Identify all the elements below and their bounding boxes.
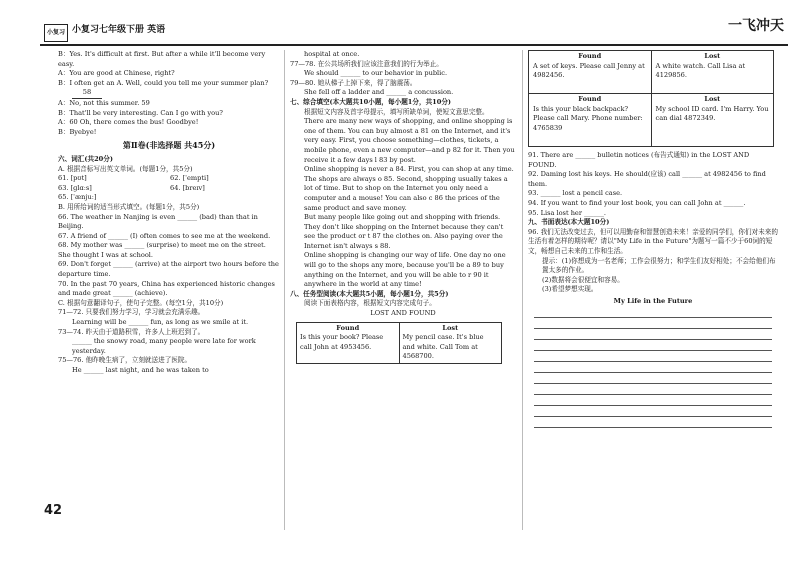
question-91: 91. There are ______ bulletin notices (布告式通知) in the LOST AND FOUND.	[528, 151, 750, 169]
hint: (2)数据将会很便宜和容易。	[542, 275, 624, 284]
cell-text: Is this your book? Please call John at 4953456.	[300, 333, 384, 351]
question-69: 69. Don't forget ______ (arrive) at the airport two hours before the departure time.	[58, 260, 279, 279]
section-heading: 六、词汇(共20分)	[58, 154, 113, 163]
translation-sentence: She fell off a ladder and ______ a concussion.	[304, 88, 454, 97]
dialog-line: A：No, not this summer. 59	[58, 98, 150, 107]
question-93: 93. ______ lost a pencil case.	[528, 189, 623, 198]
column-middle	[290, 50, 516, 364]
translation-sentence: ______ the snowy road, many people were late for work yesterday.	[72, 337, 256, 355]
page-number: 42	[44, 503, 63, 518]
instruction: 根据短文内容及首字母提示，填写所缺单词，使短文意思完整。	[304, 107, 489, 116]
translation-prompt: 71—72. 只要我们努力学习，学习就会充满乐趣。	[58, 308, 205, 317]
question-66: 66. The weather in Nanjing is even ______ (bad) than that in Beijing.	[58, 212, 258, 231]
translation-sentence: hospital at once.	[304, 50, 360, 58]
translation-sentence: He ______ last night, and he was taken to	[72, 366, 209, 374]
cell-heading: Found	[578, 52, 602, 60]
hint: 提示：(1)你想成为一名老师；工作会很努力；和学生们友好相处；不会给他们布置太多的作业。	[542, 256, 776, 275]
dialog-line: B：Yes. It's difficult at first. But after a while it'll become very easy.	[58, 50, 266, 68]
translation-sentence: Learning will be ______ fun, as long as we smile at it.	[72, 318, 249, 327]
question-65: 65. [ˈænjuː]	[58, 193, 97, 202]
dialog-line: B：I often get an A. Well, could you tell me your summer plan?	[58, 78, 269, 87]
question-92: 92. Daming lost his keys. He should(应该) call ______ at 4982456 to find them.	[528, 170, 766, 188]
brand-logo: 一飞冲天	[728, 18, 784, 34]
writing-lines[interactable]	[528, 307, 778, 428]
dialog-line: B：Byebye!	[58, 127, 97, 136]
book-title: 小复习七年级下册 英语	[72, 25, 166, 35]
question-67: 67. A friend of ______ (I) often comes to see me at the weekend.	[58, 231, 271, 240]
question-63: 63. [ɡlɑːs]	[58, 183, 92, 192]
translation-prompt: 79—80. 她从梯子上掉下来，得了脑震荡。	[290, 78, 417, 87]
hint: (3)希望梦想实现。	[542, 285, 598, 294]
translation-prompt: 73—74. 昨天由于道路积雪，许多人上班迟到了。	[58, 327, 205, 336]
column-divider	[284, 50, 285, 530]
passage-paragraph: Online shopping is never a 84. First, you can shop at any time. The shops are always o 85. Second, shopping usually takes a lot of time. But to shop on the Internet you only need a computer and a mouse! You can also c 86 the prices of the same product and save money.	[304, 165, 514, 212]
question-70: 70. In the past 70 years, China has experienced historic changes and made great ______ (achieve).	[58, 279, 275, 298]
question-64: 64. [breɪv]	[170, 183, 205, 192]
cell-text: My school ID card. I'm Harry. You can dial 4872349.	[655, 104, 769, 123]
question-95: 95. Lisa lost her ______.	[528, 208, 606, 217]
section-heading: 九、书面表达(本大题10分)	[528, 218, 610, 227]
cell-heading: Found	[336, 323, 360, 332]
translation-sentence: We should ______ to our behavior in public.	[304, 69, 448, 78]
dialog-line: A：60 Oh, there comes the bus! Goodbye!	[58, 118, 199, 127]
question-94: 94. If you want to find your lost book, you can call John at ______.	[528, 198, 746, 207]
translation-prompt: 77—78. 在公共场所我们应该注意我们的行为举止。	[290, 59, 443, 68]
essay-title: My Life in the Future	[613, 296, 693, 305]
column-right	[528, 50, 778, 428]
instruction: 阅读下面表格内容，根据短文内容完成句子。	[304, 299, 436, 308]
question-62: 62. [ˈempti]	[170, 174, 209, 183]
question-96: 96. 我们无法改变过去，但可以用勤奋和智慧创造未来！亲爱的同学们，你们对未来的生活有着怎样的期待呢？请以"My Life in the Future"为题写一篇不少于60词的短文，畅想自己未来的工作和生活。	[528, 227, 778, 255]
lost-found-table-1	[296, 322, 502, 364]
cell-text: A white watch. Call Lisa at 4129856.	[655, 61, 746, 80]
cell-heading: Lost	[704, 95, 721, 103]
section-heading: 八、任务型阅读(本大题共5小题，每小题1分，共5分)	[290, 289, 449, 298]
cell-text: My pencil case. It's blue and white. Call Tom at 4568700.	[402, 333, 484, 361]
passage-paragraph: Online shopping is changing our way of life. One day no one will go to the shops any more, because you'll be a 89 to buy anything on the Internet, and you will be able to r 90 it anywhere in the world at any time!	[304, 251, 506, 289]
dialog-line: B：That'll be very interesting. Can I go with you?	[58, 108, 223, 117]
column-left	[58, 50, 280, 376]
cell-heading: Lost	[442, 323, 459, 332]
instruction: A. 根据音标写出英文单词。(每题1分，共5分)	[58, 164, 193, 173]
part-title: 第Ⅱ卷(非选择题 共45分)	[122, 140, 216, 151]
cell-heading: Lost	[704, 52, 721, 60]
logo: 小复习	[44, 24, 68, 42]
translation-prompt: 75—76. 他昨晚生病了，立刻就送进了医院。	[58, 356, 192, 365]
instruction: B. 用所给词的适当形式填空。(每题1分，共5分)	[58, 202, 200, 211]
section-heading: 七、综合填空(本大题共10小题，每小题1分，共10分)	[290, 97, 452, 106]
question-61: 61. [pʊt]	[58, 174, 87, 183]
dialog-line: A：You are good at Chinese, right?	[58, 69, 175, 78]
passage-paragraph: There are many new ways of shopping, and online shopping is one of them. You can buy almost a 81 on the Internet, and it's very easy. First, you choose something—clothes, tickets, a mobile phone, even a new computer—and p 82 for it. Then you receive it a few days l 83 by post.	[304, 117, 515, 164]
instruction: C. 根据句意翻译句子，使句子完整。(每空1分，共10分)	[58, 298, 224, 307]
passage-paragraph: But many people like going out and shopping with friends. They don't like shopping on the Internet because they can't see the product or t 87 the clothes on. Also paying over the Internet isn't always s 88.	[304, 213, 504, 250]
column-divider	[522, 50, 523, 530]
blank-58: 58	[72, 88, 102, 99]
cell-text: Is this your black backpack? Please call Mary. Phone number: 4765839	[533, 104, 643, 132]
cell-heading: Found	[578, 95, 602, 103]
header	[40, 18, 788, 46]
table-title: LOST AND FOUND	[370, 309, 436, 318]
question-68: 68. My mother was ______ (surprise) to meet me on the street. She thought I was at school.	[58, 241, 266, 259]
cell-text: A set of keys. Please call Jenny at 4982456.	[533, 61, 645, 80]
lost-found-table-2	[528, 50, 774, 147]
